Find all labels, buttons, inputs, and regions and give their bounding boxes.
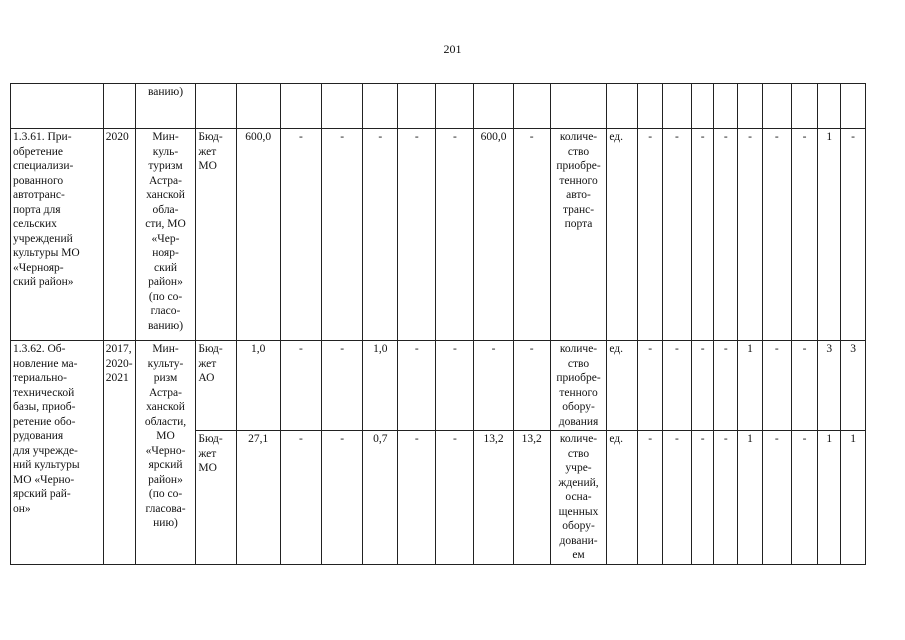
- indicator-value: -: [691, 431, 714, 565]
- amount-cell: -: [280, 341, 321, 431]
- amount-cell: -: [513, 341, 550, 431]
- indicator-value: -: [638, 129, 663, 341]
- amount-cell: -: [474, 341, 513, 431]
- indicator-value: -: [762, 341, 791, 431]
- amount-cell: -: [322, 431, 363, 565]
- indicator-value: -: [662, 431, 691, 565]
- page-number: 201: [443, 42, 462, 56]
- table-row: [11, 84, 866, 129]
- indicator-value: -: [714, 129, 738, 341]
- amount-cell: 13,2: [513, 431, 550, 565]
- indicator-value: -: [714, 341, 738, 431]
- unit-cell: ед.: [607, 129, 638, 341]
- indicator-value: -: [791, 129, 818, 341]
- unit-cell: ед.: [607, 341, 638, 431]
- indicator-value: 1: [818, 431, 841, 565]
- continuation-cell: ванию): [135, 84, 196, 129]
- amount-cell: -: [322, 129, 363, 341]
- indicator-value: -: [762, 431, 791, 565]
- program-table: [10, 83, 866, 565]
- indicator-value: -: [638, 341, 663, 431]
- indicator-value: -: [662, 341, 691, 431]
- indicator-name: количе- ство приобре- тенного обору- дования: [550, 341, 607, 431]
- funding-source: Бюд- жет МО: [196, 129, 236, 341]
- amount-cell: -: [436, 341, 474, 431]
- funding-source: Бюд- жет АО: [196, 341, 236, 431]
- amount-cell: 0,7: [363, 431, 398, 565]
- indicator-value: 3: [841, 341, 866, 431]
- indicator-value: -: [662, 129, 691, 341]
- amount-cell: -: [280, 431, 321, 565]
- amount-cell: -: [436, 431, 474, 565]
- indicator-value: -: [691, 341, 714, 431]
- indicator-value: 1: [738, 341, 763, 431]
- total-amount: 1,0: [236, 341, 280, 431]
- years-cell: 2020: [103, 129, 135, 341]
- amount-cell: -: [398, 341, 436, 431]
- amount-cell: -: [398, 129, 436, 341]
- indicator-value: 1: [841, 431, 866, 565]
- unit-cell: ед.: [607, 431, 638, 565]
- indicator-value: 3: [818, 341, 841, 431]
- indicator-value: -: [638, 431, 663, 565]
- indicator-value: 1: [818, 129, 841, 341]
- amount-cell: 600,0: [474, 129, 513, 341]
- indicator-value: -: [738, 129, 763, 341]
- amount-cell: -: [436, 129, 474, 341]
- indicator-value: -: [791, 341, 818, 431]
- total-amount: 27,1: [236, 431, 280, 565]
- amount-cell: -: [513, 129, 550, 341]
- indicator-value: -: [791, 431, 818, 565]
- indicator-value: -: [841, 129, 866, 341]
- amount-cell: -: [322, 341, 363, 431]
- indicator-name: количе- ство учре- ждений, осна- щенных обору- довани- ем: [550, 431, 607, 565]
- table-row: [11, 341, 866, 431]
- amount-cell: 1,0: [363, 341, 398, 431]
- funding-source: Бюд- жет МО: [196, 431, 236, 565]
- amount-cell: 13,2: [474, 431, 513, 565]
- measure-name: 1.3.62. Об- новление ма- териально- технической базы, приоб- ретение обо- рудования для учрежде- ний культуры МО «Черно- ярский рай- он»: [11, 341, 104, 565]
- indicator-value: -: [691, 129, 714, 341]
- indicator-value: 1: [738, 431, 763, 565]
- amount-cell: -: [363, 129, 398, 341]
- executor-cell: Мин- культу- ризм Астра- ханской области, МО «Черно- ярский район» (по со- гласова- нию): [135, 341, 196, 565]
- total-amount: 600,0: [236, 129, 280, 341]
- indicator-value: -: [714, 431, 738, 565]
- amount-cell: -: [398, 431, 436, 565]
- indicator-name: количе- ство приобре- тенного авто- транс- порта: [550, 129, 607, 341]
- table-row: [11, 129, 866, 341]
- years-cell: 2017, 2020- 2021: [103, 341, 135, 565]
- indicator-value: -: [762, 129, 791, 341]
- amount-cell: -: [280, 129, 321, 341]
- executor-cell: Мин- куль- туризм Астра- ханской обла- сти, МО «Чер- нояр- ский район» (по со- гласо- ванию): [135, 129, 196, 341]
- measure-name: 1.3.61. При- обретение специализи- рованного автотранс- порта для сельских учреждений культуры МО «Чернояр- ский район»: [11, 129, 104, 341]
